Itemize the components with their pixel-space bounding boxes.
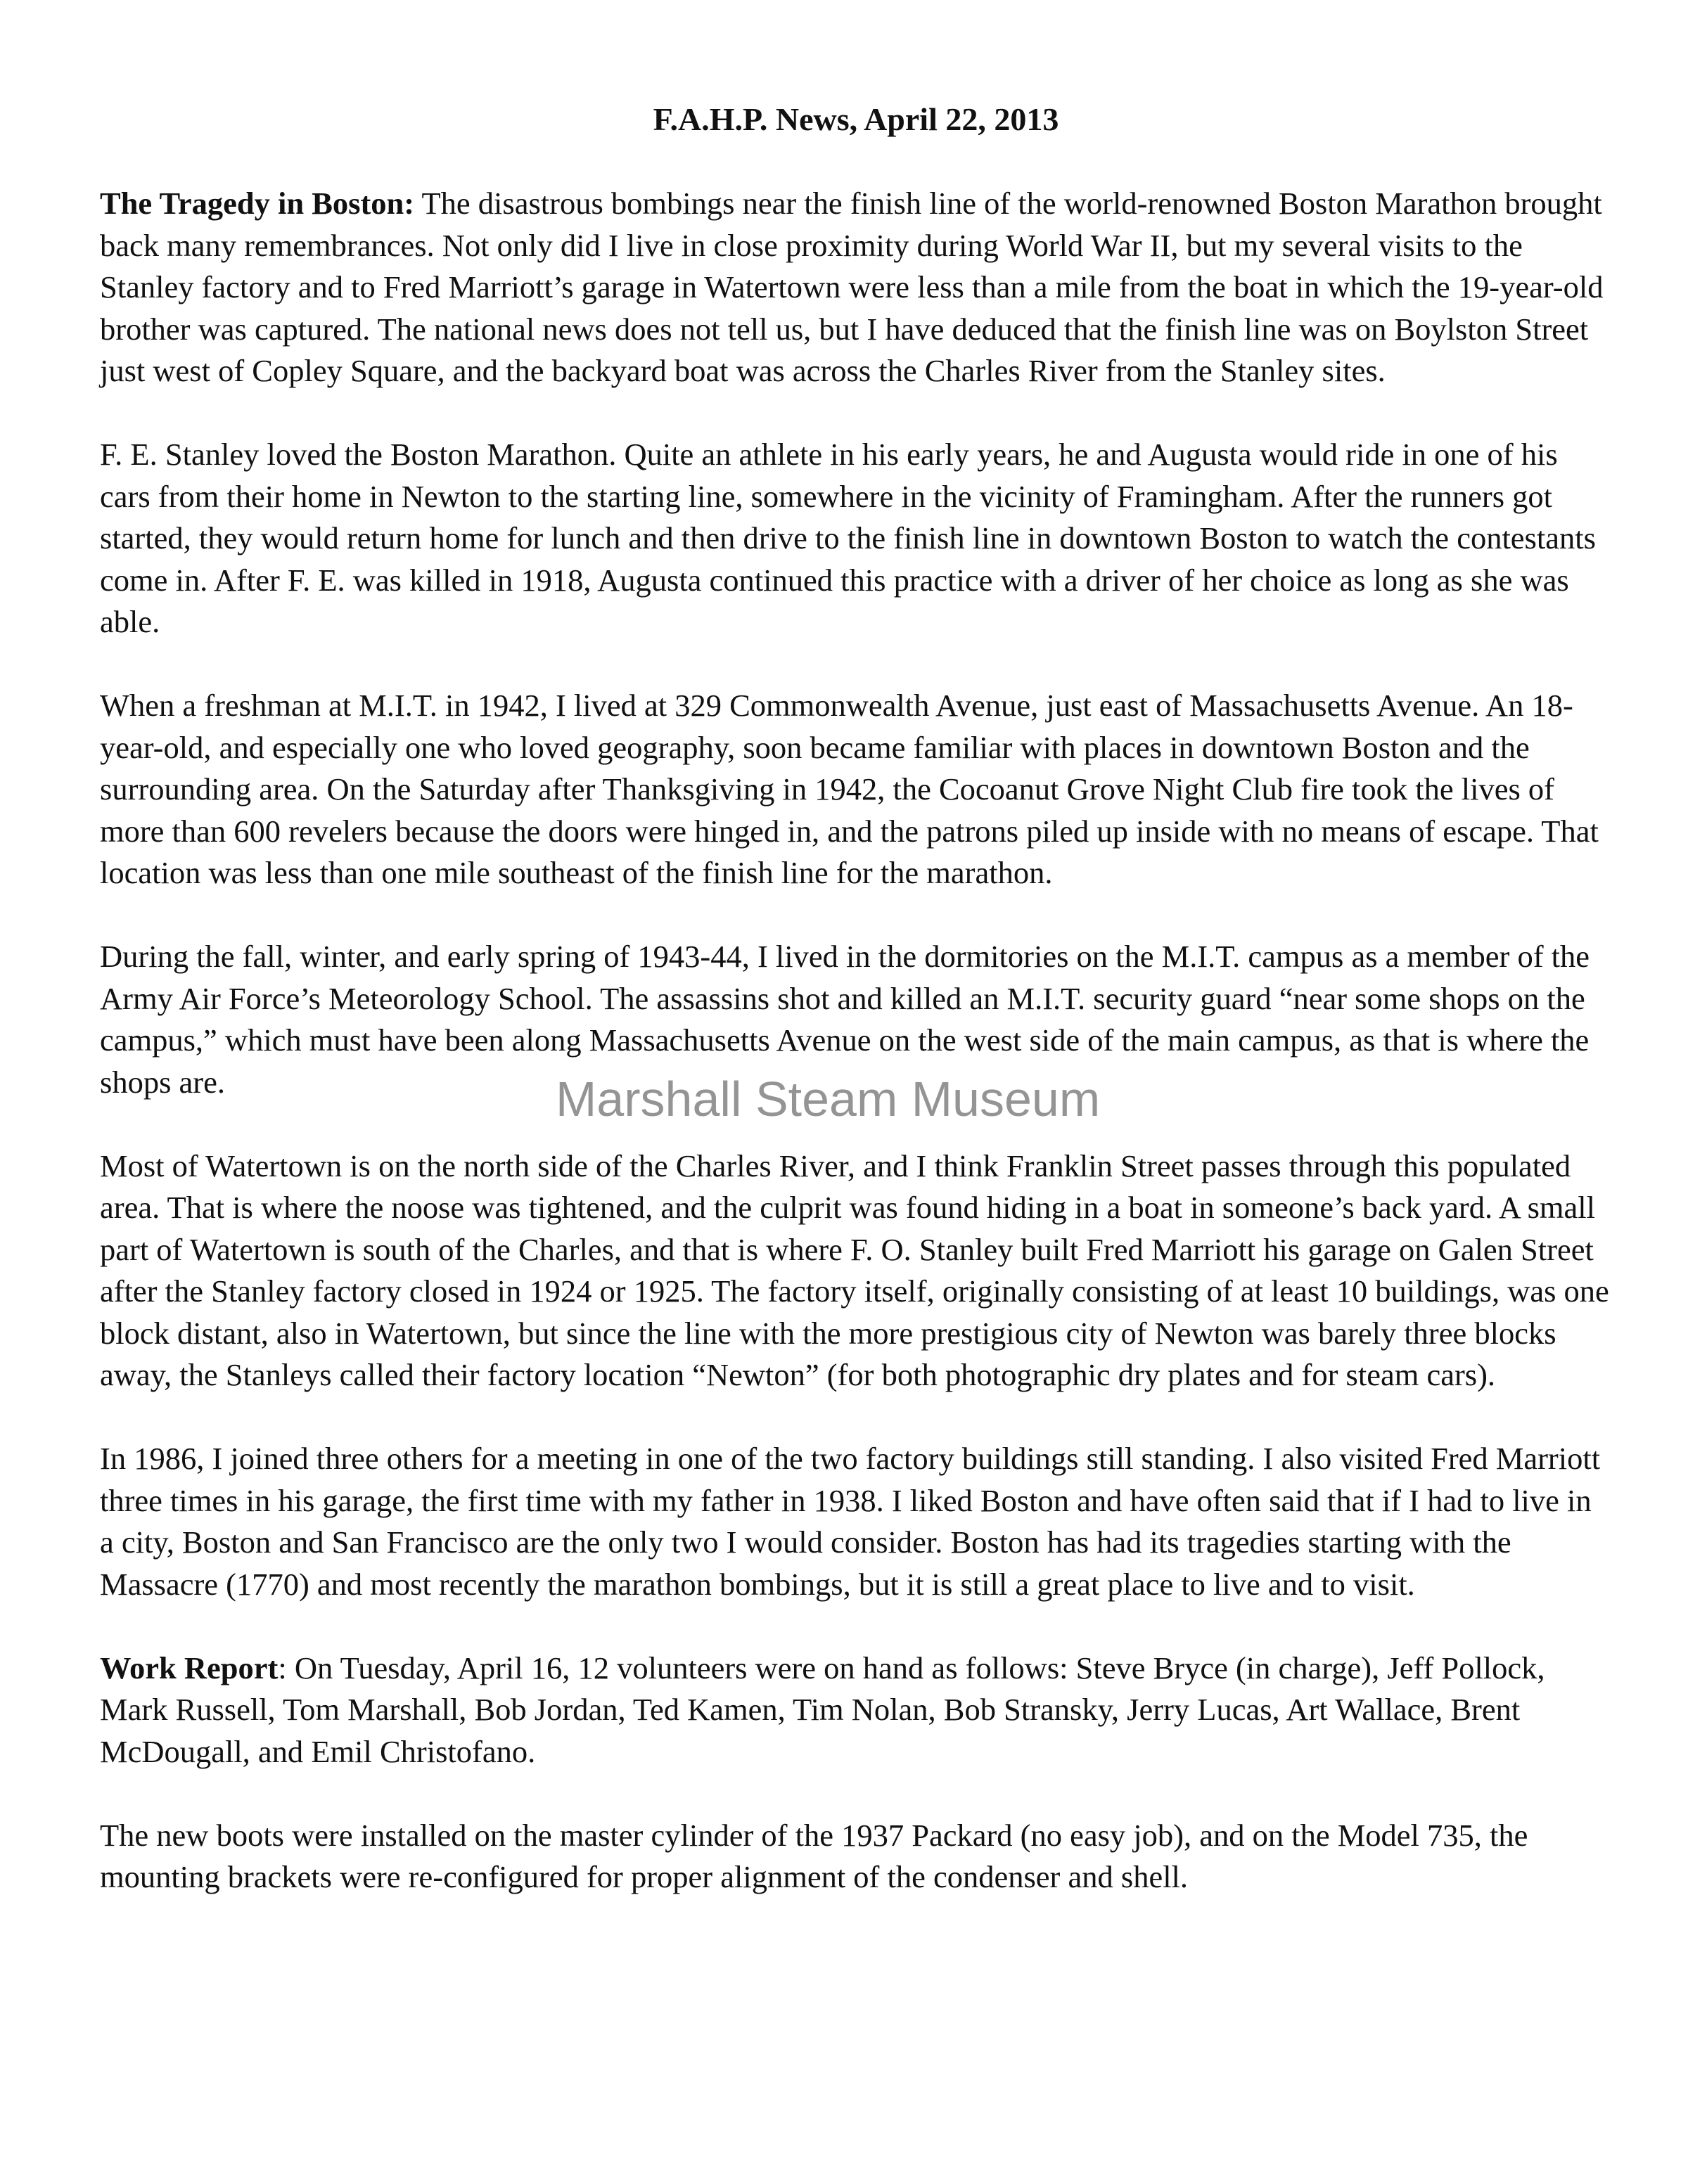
paragraph-work-report — [100, 1647, 1612, 1773]
section-heading-tragedy: The Tragedy in Boston: — [100, 186, 415, 221]
paragraph-fe-stanley-marathon — [100, 434, 1612, 643]
paragraph-meteorology-school — [100, 936, 1612, 1103]
paragraph-text: F. E. Stanley loved the Boston Marathon. Quite an athlete in his early years, he and Augusta would ride in one of his cars from their home in Newton to the starting line, somewhere in the vicinity of Framingham. After the runners got started, they would return home for lunch and then drive to the finish line in downtown Boston to watch the contestants come in. After F. E. was killed in 1918, Augusta continued this practice with a driver of her choice as long as she was able. — [100, 437, 1596, 639]
paragraph-text: The disastrous bombings near the finish line of the world-renowned Boston Marathon brought back many remembrances. Not only did I live in close proximity during World War II, but my several visits to the Stanley factory and to Fred Marriott’s garage in Watertown were less than a mile from the boat in which the 19-year-old brother was captured. The national news does not tell us, but I have deduced that the finish line was on Boylston Street just west of Copley Square, and the backyard boat was across the Charles River from the Stanley sites. — [100, 186, 1604, 388]
paragraph-tragedy-in-boston — [100, 183, 1612, 392]
section-heading-work-report: Work Report — [100, 1650, 279, 1685]
newsletter-page — [100, 98, 1612, 1940]
paragraph-factory-visit-1986 — [100, 1438, 1612, 1605]
museum-watermark: Marshall Steam Museum — [556, 1072, 1101, 1126]
paragraph-packard-boots — [100, 1815, 1612, 1899]
paragraph-text: In 1986, I joined three others for a meeting in one of the two factory buildings still standing. I also visited Fred Marriott three times in his garage, the first time with my father in 1938. I liked Boston and have often said that if I had to live in a city, Boston and San Francisco are the only two I would consider. Boston has had its tragedies starting with the Massacre (1770) and most recently the marathon bombings, but it is still a great place to live and to visit. — [100, 1441, 1601, 1602]
paragraph-mit-freshman — [100, 685, 1612, 894]
paragraph-text: The new boots were installed on the master cylinder of the 1937 Packard (no easy job), and on the Model 735, the mounting brackets were re-configured for proper alignment of the condenser and shell. — [100, 1817, 1528, 1894]
paragraph-text: When a freshman at M.I.T. in 1942, I lived at 329 Commonwealth Avenue, just east of Massachusetts Avenue. An 18-year-old, and especially one who loved geography, soon became familiar with places in downtown Boston and the surrounding area. On the Saturday after Thanksgiving in 1942, the Cocoanut Grove Night Club fire took the lives of more than 600 revelers because the doors were hinged in, and the patrons piled up inside with no means of escape. That location was less than one mile southeast of the finish line for the marathon. — [100, 688, 1599, 890]
paragraph-text: Most of Watertown is on the north side of the Charles River, and I think Franklin Street passes through this populated area. That is where the noose was tightened, and the culprit was found hiding in a boat in someone’s back yard. A small part of Watertown is south of the Charles, and that is where F. O. Stanley built Fred Marriott his garage on Galen Street after the Stanley factory closed in 1924 or 1925. The factory itself, originally consisting of at least 10 buildings, was one block distant, also in Watertown, but since the line with the more prestigious city of Newton was barely three blocks away, the Stanleys called their factory location “Newton” (for both photographic dry plates and for steam cars). — [100, 1148, 1609, 1392]
paragraph-text: During the fall, winter, and early spring of 1943-44, I lived in the dormitories on the M.I.T. campus as a member of the Army Air Force’s Meteorology School. The assassins shot and killed an M.I.T. security guard “near some shops on the campus,” which must have been along Massachusetts Avenue on the west side of the main campus, as that is where the shops are. — [100, 939, 1590, 1100]
paragraph-watertown — [100, 1145, 1612, 1396]
document-title: F.A.H.P. News, April 22, 2013 — [653, 101, 1059, 137]
paragraph-text: : On Tuesday, April 16, 12 volunteers were on hand as follows: Steve Bryce (in charge), Jeff Pollock, Mark Russell, Tom Marshall, Bob Jordan, Ted Kamen, Tim Nolan, Bob Stransky, Jerry Lucas, Art Wallace, Brent McDougall, and Emil Christofano. — [100, 1650, 1545, 1769]
